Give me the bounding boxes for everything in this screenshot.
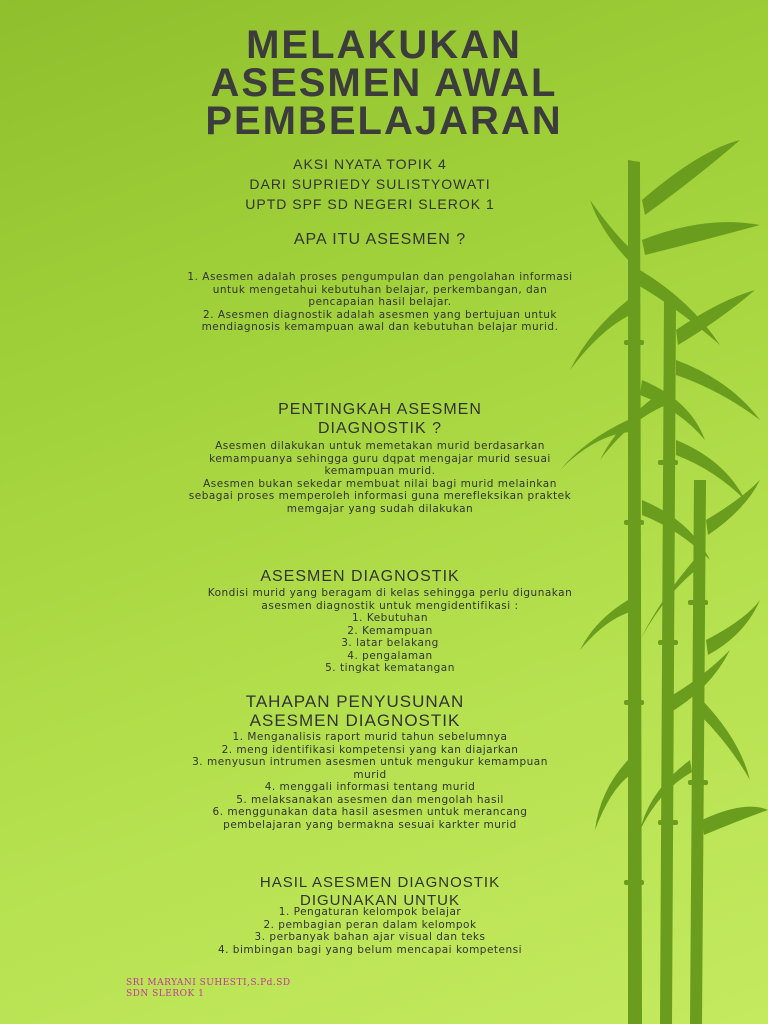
heading-line: PENTINGKAH ASESMEN bbox=[278, 401, 482, 418]
text-line: mendiagnosis kemampuan awal dan kebutuhan belajar murid. bbox=[201, 321, 559, 333]
list-item: 3. perbanyak bahan ajar visual dan teks bbox=[254, 931, 486, 943]
subtitle-line-1: AKSI NYATA TOPIK 4 bbox=[293, 156, 447, 172]
title-line-2: ASESMEN AWAL bbox=[210, 61, 558, 105]
author-footer bbox=[126, 978, 291, 1000]
list-item: 6. menggunakan data hasil asesmen untuk merancang bbox=[212, 806, 528, 818]
text-line: asesmen diagnostik untuk mengidentifikasi : bbox=[261, 599, 519, 612]
text-line: 2. Asesmen diagnostik adalah asesmen yang bertujuan untuk bbox=[203, 308, 557, 321]
section-body-tahapan bbox=[110, 731, 630, 831]
text-line: sebagai proses memperoleh informasi guna merefleksikan praktek bbox=[188, 490, 572, 502]
text-line: 1. Asesmen adalah proses pengumpulan dan pengolahan informasi bbox=[187, 271, 573, 283]
section-heading-asesmen-diagnostik: ASESMEN DIAGNOSTIK bbox=[260, 568, 460, 585]
heading-line: DIGUNAKAN UNTUK bbox=[299, 892, 460, 909]
list-item: 1. Menganalisis raport murid tahun sebelumnya bbox=[232, 731, 508, 743]
section-heading-apa-itu-asesmen: APA ITU ASESMEN ? bbox=[293, 231, 467, 248]
text-line: untuk mengetahui kebutuhan belajar, perkembangan, dan bbox=[212, 283, 548, 296]
heading-line: HASIL ASESMEN DIAGNOSTIK bbox=[259, 874, 501, 891]
text-line: kemampuan murid. bbox=[324, 465, 436, 477]
text-line: Asesmen bukan sekedar membuat nilai bagi murid melainkan bbox=[203, 477, 557, 490]
section-heading-pentingkah bbox=[150, 400, 610, 438]
subtitle bbox=[140, 154, 600, 214]
section-heading-tahapan bbox=[125, 692, 585, 730]
list-item: 3. latar belakang bbox=[341, 637, 439, 649]
text-line: kemampuanya sehingga guru dqpat mengajar murid sesuai bbox=[209, 452, 551, 465]
author-name: SRI MARYANI SUHESTI,S.Pd.SD bbox=[126, 978, 291, 988]
section-body-pentingkah bbox=[100, 440, 660, 515]
list-item: 2. meng identifikasi kompetensi yang kan diajarkan bbox=[221, 743, 519, 756]
heading-line: ASESMEN DIAGNOSTIK bbox=[249, 711, 461, 730]
text-line: pencapaian hasil belajar. bbox=[308, 296, 452, 308]
section-body-apa-itu-asesmen bbox=[120, 271, 640, 334]
list-item: 1. Pengaturan kelompok belajar bbox=[278, 906, 462, 918]
section-body-asesmen-diagnostik bbox=[110, 587, 670, 675]
subtitle-line-2: DARI SUPRIEDY SULISTYOWATI bbox=[249, 176, 491, 192]
list-item: 4. pengalaman bbox=[347, 649, 433, 662]
heading-line: DIAGNOSTIK ? bbox=[317, 420, 443, 437]
list-item: pembelajaran yang bermakna sesuai karkter murid bbox=[223, 818, 517, 831]
list-item: 4. menggali informasi tentang murid bbox=[264, 781, 476, 793]
list-item: 2. pembagian peran dalam kelompok bbox=[263, 918, 477, 931]
text-line: memgajar yang sudah dilakukan bbox=[286, 502, 474, 515]
text-line: Kondisi murid yang beragam di kelas sehingga perlu digunakan bbox=[207, 587, 573, 599]
list-item: 2. Kemampuan bbox=[347, 624, 433, 637]
list-item: 4. bimbingan bagi yang belum mencapai kompetensi bbox=[217, 943, 523, 956]
title-line-1: MELAKUKAN bbox=[246, 23, 522, 67]
heading-line: TAHAPAN PENYUSUNAN bbox=[245, 692, 465, 711]
list-item: murid bbox=[353, 768, 387, 781]
list-item: 3. menyusun intrumen asesmen untuk mengukur kemampuan bbox=[192, 756, 548, 768]
title-line-3: PEMBELAJARAN bbox=[205, 99, 563, 143]
text-line: Asesmen dilakukan untuk memetakan murid berdasarkan bbox=[215, 440, 545, 452]
section-body-hasil bbox=[110, 906, 630, 956]
subtitle-line-3: UPTD SPF SD NEGERI SLEROK 1 bbox=[245, 196, 495, 212]
list-item: 5. tingkat kematangan bbox=[325, 662, 455, 674]
page-title bbox=[0, 23, 768, 143]
list-item: 1. Kebutuhan bbox=[351, 612, 428, 624]
section-heading-hasil bbox=[150, 874, 610, 910]
author-school: SDN SLEROK 1 bbox=[126, 989, 205, 999]
list-item: 5. melaksanakan asesmen dan mengolah hasil bbox=[236, 793, 504, 806]
